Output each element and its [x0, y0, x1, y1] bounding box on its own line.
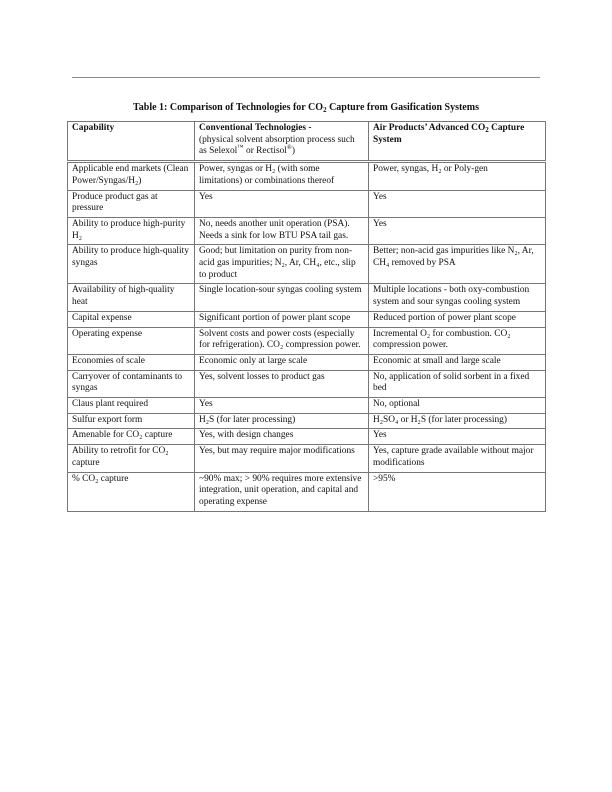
- cell-capability: Operating expense: [68, 327, 195, 354]
- cell-air-products: Better; non-acid gas impurities like N₂, Ar, CH₄ removed by PSA: [369, 245, 546, 284]
- table-row: [68, 217, 546, 244]
- cell-capability: Produce product gas at pressure: [68, 190, 195, 217]
- table-row: [68, 398, 546, 414]
- cell-capability: Availability of high-quality heat: [68, 284, 195, 311]
- cell-conventional: Yes: [195, 398, 369, 414]
- cell-air-products: Reduced portion of power plant scope: [369, 311, 546, 327]
- table-row: [68, 327, 546, 354]
- header-capability: [68, 122, 195, 162]
- cell-conventional: Yes, solvent losses to product gas: [195, 370, 369, 397]
- caption-subscript: 2: [323, 106, 327, 114]
- cell-conventional: Yes: [195, 190, 369, 217]
- cell-conventional: Good; but limitation on purity from non-acid gas impurities; N₂, Ar, CH₄, etc., slip to product: [195, 245, 369, 284]
- cell-conventional: Significant portion of power plant scope: [195, 311, 369, 327]
- detail-part-3: ): [291, 146, 295, 157]
- header-row: [68, 122, 546, 162]
- cell-capability: Capital expense: [68, 311, 195, 327]
- table-row: [68, 284, 546, 311]
- cell-capability: Applicable end markets (Clean Power/Syngas/H₂): [68, 162, 195, 190]
- cell-capability: Sulfur export form: [68, 413, 195, 429]
- table-row: [68, 245, 546, 284]
- header-conventional-title: Conventional Technologies -: [199, 123, 312, 133]
- table-row: [68, 413, 546, 429]
- detail-part-2: or Rectisol: [243, 146, 287, 157]
- cell-air-products: Yes: [369, 190, 546, 217]
- cell-air-products: Economic at small and large scale: [369, 354, 546, 370]
- cell-capability: Economies of scale: [68, 354, 195, 370]
- cell-conventional: Power, syngas or H₂ (with some limitations) or combinations thereof: [195, 162, 369, 190]
- cell-capability: Amenable for CO₂ capture: [68, 429, 195, 445]
- cell-capability: Carryover of contaminants to syngas: [68, 370, 195, 397]
- cell-air-products: Multiple locations - both oxy-combustion system and sour syngas cooling system: [369, 284, 546, 311]
- table-caption: [0, 102, 612, 114]
- ap-title-subscript: 2: [485, 126, 489, 134]
- header-conventional-detail: [199, 135, 355, 157]
- cell-conventional: ~90% max; > 90% requires more extensive integration, unit operation, and capital and operating expense: [195, 472, 369, 511]
- trademark-mark: ™: [237, 144, 244, 152]
- cell-air-products: Incremental O₂ for combustion. CO₂ compression power.: [369, 327, 546, 354]
- cell-capability: Ability to produce high-quality syngas: [68, 245, 195, 284]
- cell-air-products: No, application of solid sorbent in a fixed bed: [369, 370, 546, 397]
- cell-conventional: Yes, but may require major modifications: [195, 445, 369, 472]
- cell-conventional: H₂S (for later processing): [195, 413, 369, 429]
- cell-air-products: Power, syngas, H₂ or Poly-gen: [369, 162, 546, 190]
- caption-text: Table 1: Comparison of Technologies for CO: [133, 102, 324, 113]
- cell-air-products: Yes: [369, 217, 546, 244]
- table-row: [68, 429, 546, 445]
- header-capability-label: Capability: [72, 123, 115, 133]
- registered-mark: ®: [286, 144, 292, 152]
- ap-title-part-1: Air Products’ Advanced CO: [373, 123, 486, 133]
- comparison-table: [67, 121, 546, 512]
- cell-capability: Ability to retrofit for CO₂ capture: [68, 445, 195, 472]
- cell-air-products: H₂SO₄ or H₂S (for later processing): [369, 413, 546, 429]
- table-row: [68, 162, 546, 190]
- table-row: [68, 190, 546, 217]
- cell-conventional: No, needs another unit operation (PSA). Needs a sink for low BTU PSA tail gas.: [195, 217, 369, 244]
- cell-conventional: Solvent costs and power costs (especially for refrigeration). CO₂ compression power.: [195, 327, 369, 354]
- cell-air-products: No, optional: [369, 398, 546, 414]
- table-row: [68, 354, 546, 370]
- ap-title-part-2: Capture System: [373, 123, 525, 145]
- header-rule: [72, 77, 540, 78]
- table-row: [68, 370, 546, 397]
- table-row: [68, 311, 546, 327]
- table-row: [68, 472, 546, 511]
- cell-capability: % CO₂ capture: [68, 472, 195, 511]
- cell-air-products: Yes: [369, 429, 546, 445]
- cell-capability: Ability to produce high-purity H₂: [68, 217, 195, 244]
- caption-text-end: Capture from Gasification Systems: [326, 102, 479, 113]
- cell-air-products: >95%: [369, 472, 546, 511]
- cell-conventional: Yes, with design changes: [195, 429, 369, 445]
- cell-air-products: Yes, capture grade available without major modifications: [369, 445, 546, 472]
- header-air-products: [369, 122, 546, 162]
- header-conventional: [195, 122, 369, 162]
- cell-conventional: Economic only at large scale: [195, 354, 369, 370]
- cell-conventional: Single location-sour syngas cooling system: [195, 284, 369, 311]
- detail-part-1: (physical solvent absorption process such as Selexol: [199, 134, 355, 157]
- table-row: [68, 445, 546, 472]
- cell-capability: Claus plant required: [68, 398, 195, 414]
